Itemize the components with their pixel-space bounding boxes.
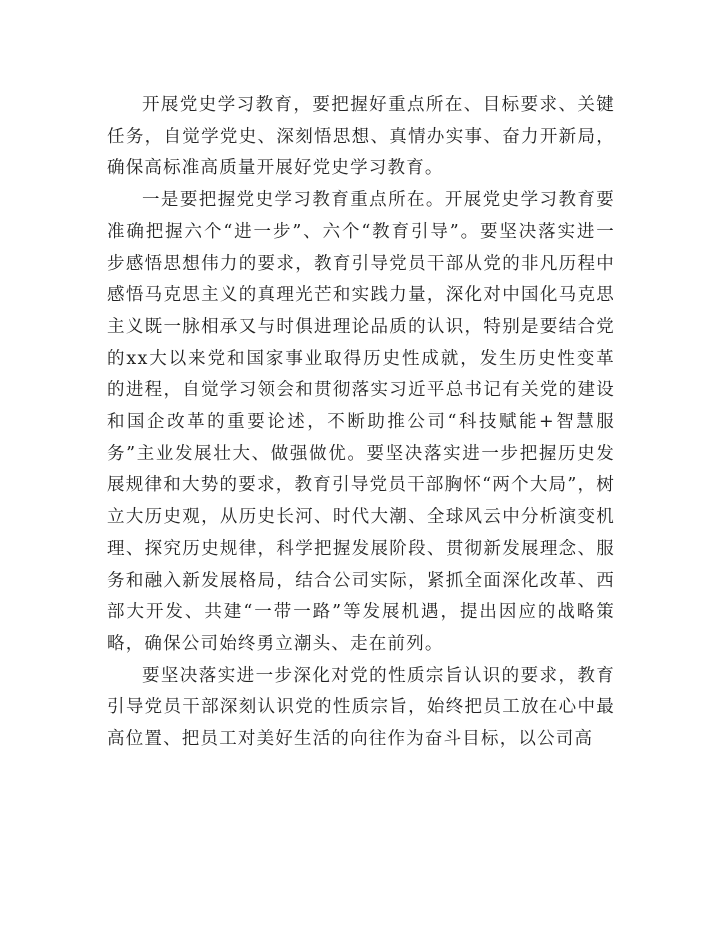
paragraph-party-nature: 要坚决落实进一步深化对党的性质宗旨认识的要求，教育引导党员干部深刻认识党的性质宗旨，始终把员工放在心中最高位置、把员工对美好生活的向往作为奋斗目标，以公司高	[107, 665, 615, 750]
document-body	[107, 90, 615, 756]
paragraph-intro: 开展党史学习教育，要把握好重点所在、目标要求、关键任务，自觉学党史、深刻悟思想、真情办实事、奋力开新局，确保高标准高质量开展好党史学习教育。	[107, 95, 615, 179]
paragraph-key-focus: 一是要把握党史学习教育重点所在。开展党史学习教育要准确把握六个“进一步”、六个“教育引导”。要坚决落实进一步感悟思想伟力的要求，教育引导党员干部从党的非凡历程中感悟马克思主义的真理光芒和实践力量，深化对中国化马克思主义既一脉相承又与时俱进理论品质的认识，特别是要结合党的xx大以来党和国家事业取得历史性成就，发生历史性变革的进程，自觉学习领会和贯彻落实习近平总书记有关党的建设和国企改革的重要论述，不断助推公司“科技赋能+智慧服务”主业发展壮大、做强做优。要坚决落实进一步把握历史发展规律和大势的要求，教育引导党员干部胸怀“两个大局”，树立大历史观，从历史长河、时代大潮、全球风云中分析演变机理、探究历史规律，科学把握发展阶段、贯彻新发展理念、服务和融入新发展格局，结合公司实际，紧抓全面深化改革、西部大开发、共建“一带一路”等发展机遇，提出因应的战略策略，确保公司始终勇立潮头、走在前列。	[107, 190, 615, 654]
